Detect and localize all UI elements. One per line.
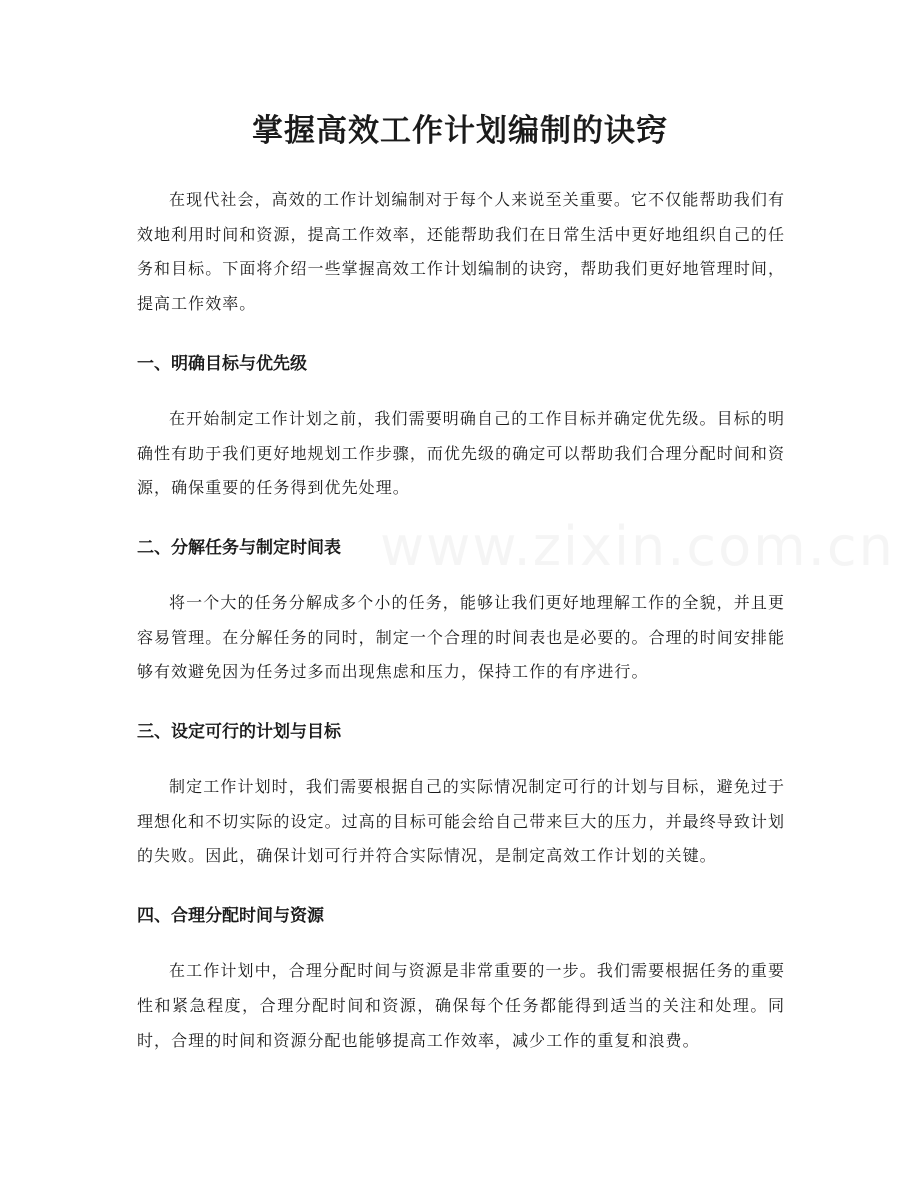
section-paragraph-4: 在工作计划中，合理分配时间与资源是非常重要的一步。我们需要根据任务的重要性和紧急程度，合理分配时间和资源，确保每个任务都能得到适当的关注和处理。同时，合理的时间和资源分配也能够提高工作效率，减少工作的重复和浪费。 (137, 961, 785, 1050)
section-heading-3: 三、设定可行的计划与目标 (137, 722, 341, 743)
section-heading-1: 一、明确目标与优先级 (137, 353, 307, 374)
intro-paragraph: 在现代社会，高效的工作计划编制对于每个人来说至关重要。它不仅能帮助我们有效地利用时间和资源，提高工作效率，还能帮助我们在日常生活中更好地组织自己的任务和目标。下面将介绍一些掌握高效工作计划编制的诀窍，帮助我们更好地管理时间，提高工作效率。 (137, 190, 785, 314)
section-paragraph-2: 将一个大的任务分解成多个小的任务，能够让我们更好地理解工作的全貌，并且更容易管理。在分解任务的同时，制定一个合理的时间表也是必要的。合理的时间安排能够有效避免因为任务过多而出现焦虑和压力，保持工作的有序进行。 (137, 592, 785, 682)
section-heading-4: 四、合理分配时间与资源 (137, 906, 324, 927)
section-paragraph-1: 在开始制定工作计划之前，我们需要明确自己的工作目标并确定优先级。目标的明确性有助于我们更好地规划工作步骤，而优先级的确定可以帮助我们合理分配时间和资源，确保重要的任务得到优先处理。 (137, 408, 785, 498)
watermark: www.zixin.com.cn (380, 515, 895, 578)
document-body (137, 183, 785, 1058)
section-heading-2: 二、分解任务与制定时间表 (137, 537, 341, 558)
document-title: 掌握高效工作计划编制的诀窍 (252, 113, 668, 149)
section-paragraph-3: 制定工作计划时，我们需要根据自己的实际情况制定可行的计划与目标，避免过于理想化和不切实际的设定。过高的目标可能会给自己带来巨大的压力，并最终导致计划的失败。因此，确保计划可行并符合实际情况，是制定高效工作计划的关键。 (137, 777, 785, 866)
